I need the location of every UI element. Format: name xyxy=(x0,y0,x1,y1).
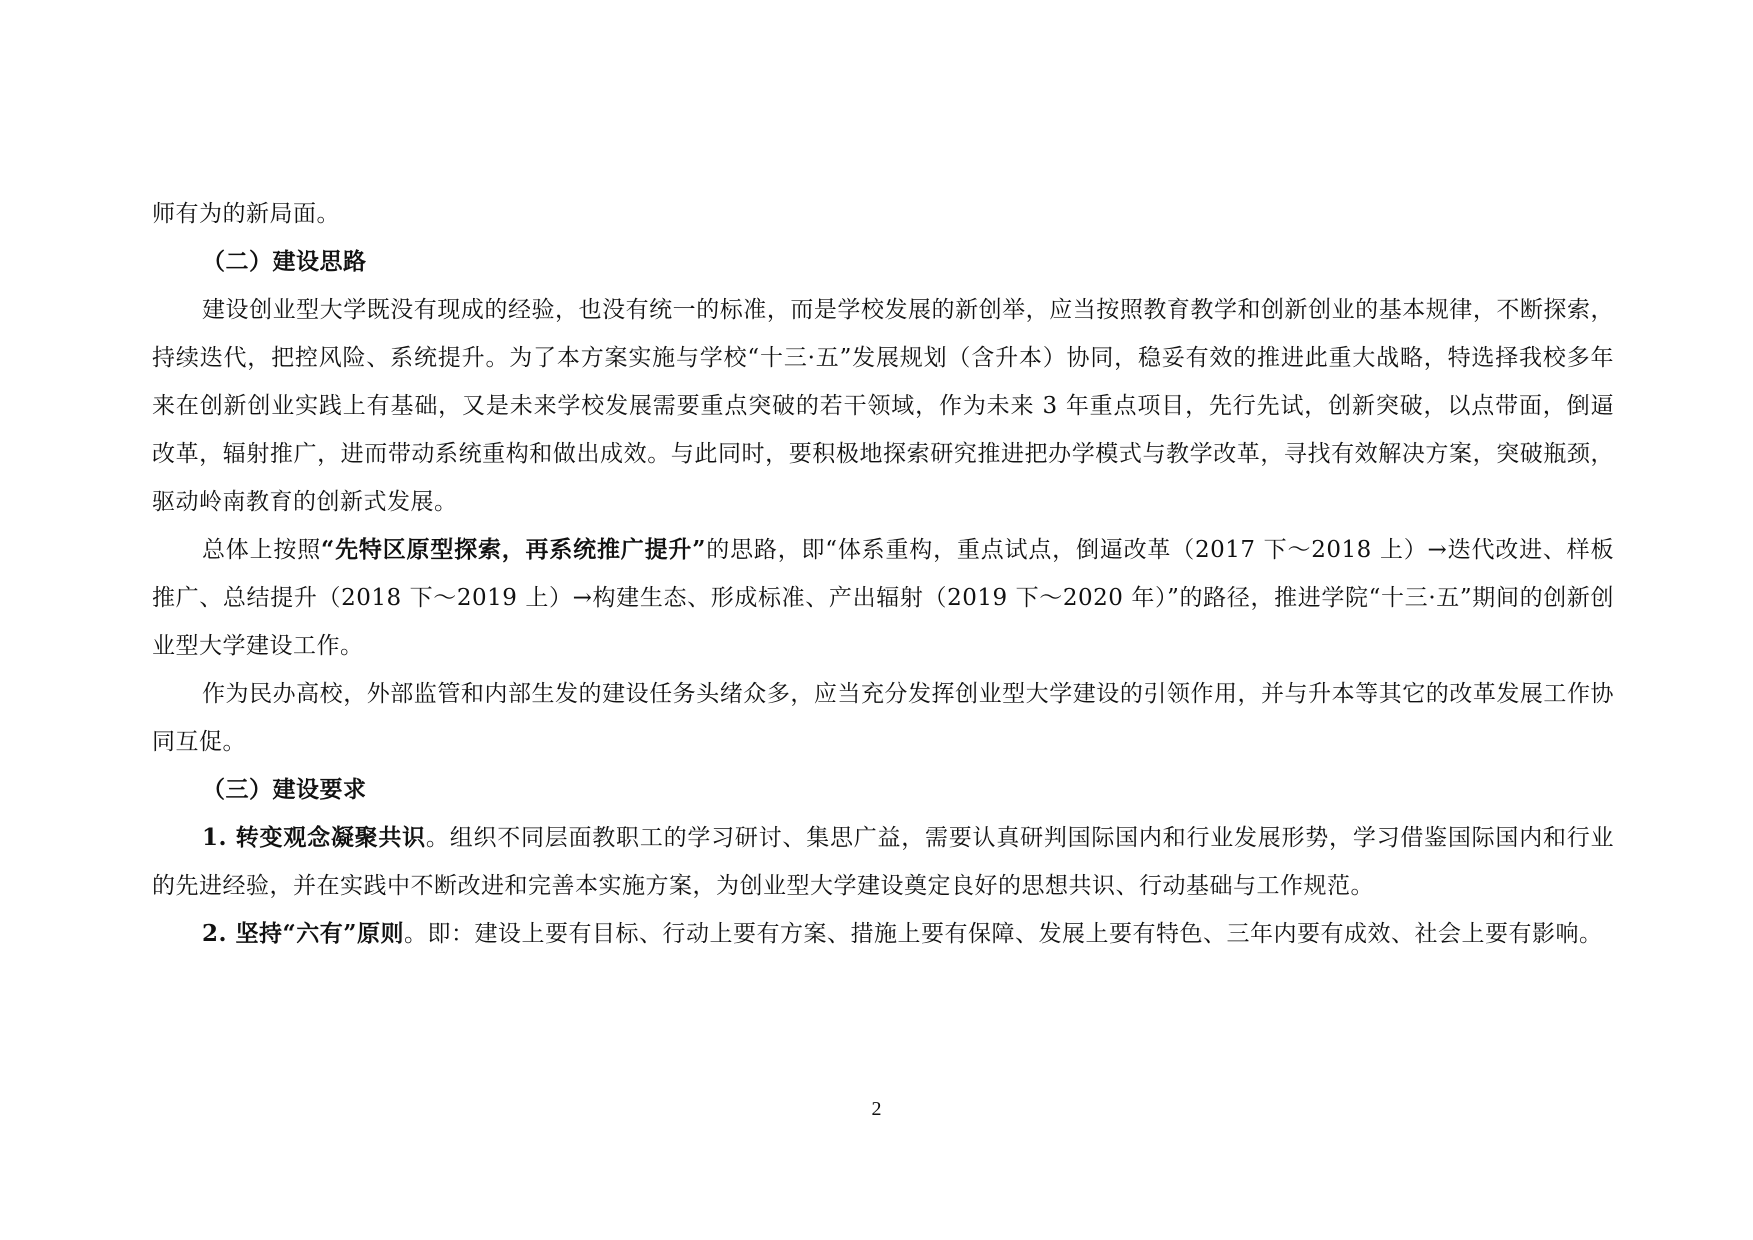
requirement-item-1-text: 。组织不同层面教职工的学习研讨、集思广益，需要认真研判国际国内和行业发展形势，学习借鉴国际国内和行业的先进经验，并在实践中不断改进和完善本实施方案，为创业型大学建设奠定良好的思想共识、行动基础与工作规范。 xyxy=(152,825,1614,899)
section-heading-requirements: （三）建设要求 xyxy=(202,776,367,803)
requirement-item-1 xyxy=(152,814,1614,910)
section-heading-approach: （二）建设思路 xyxy=(202,248,367,275)
paragraph-continuation: 师有为的新局面。 xyxy=(152,201,340,227)
overall-plan-emphasis: “先特区原型探索，再系统推广提升” xyxy=(321,536,706,563)
requirement-item-2-title: 2. 坚持“六有”原则 xyxy=(202,920,404,947)
document-body xyxy=(152,190,1614,958)
paragraph-private-college: 作为民办高校，外部监管和内部生发的建设任务头绪众多，应当充分发挥创业型大学建设的引领作用，并与升本等其它的改革发展工作协同互促。 xyxy=(152,681,1614,755)
paragraph-overall-plan xyxy=(152,526,1614,670)
overall-plan-intro: 总体上按照 xyxy=(202,537,322,563)
paragraph-approach: 建设创业型大学既没有现成的经验，也没有统一的标准，而是学校发展的新创举，应当按照教育教学和创新创业的基本规律，不断探索，持续迭代，把控风险、系统提升。为了本方案实施与学校“十三·五”发展规划（含升本）协同，稳妥有效的推进此重大战略，特选择我校多年来在创新创业实践上有基础，又是未来学校发展需要重点突破的若干领域，作为未来 3 年重点项目，先行先试，创新突破，以点带面，倒逼改革，辐射推广，进而带动系统重构和做出成效。与此同时，要积极地探索研究推进把办学模式与教学改革，寻找有效解决方案，突破瓶颈，驱动岭南教育的创新式发展。 xyxy=(152,297,1614,515)
requirement-item-1-title: 1. 转变观念凝聚共识 xyxy=(202,824,426,851)
requirement-item-2-text: 。即：建设上要有目标、行动上要有方案、措施上要有保障、发展上要有特色、三年内要有成效、社会上要有影响。 xyxy=(403,921,1603,947)
requirement-item-2 xyxy=(152,910,1614,958)
overall-plan-detail: 的思路，即“体系重构，重点试点，倒逼改革（2017 下～2018 上）→迭代改进、样板推广、总结提升（2018 下～2019 上）→构建生态、形成标准、产出辐射（2019 下～2020 年）”的路径，推进学院“十三·五”期间的创新创业型大学建设工作。 xyxy=(152,537,1614,659)
page-number: 2 xyxy=(871,1098,882,1120)
